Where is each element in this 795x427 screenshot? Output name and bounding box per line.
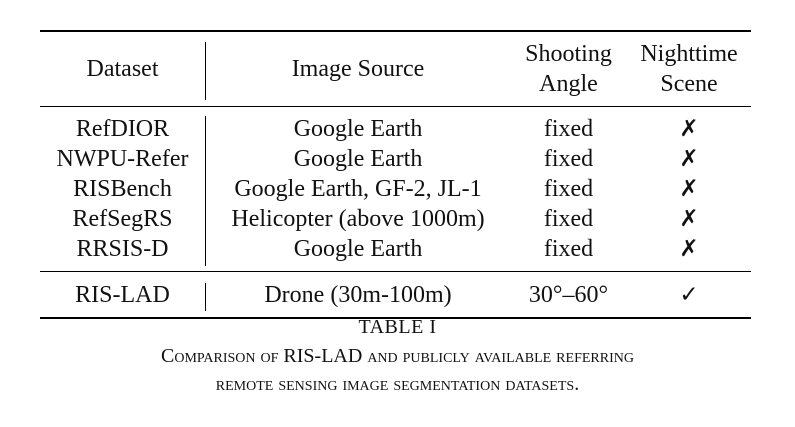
row-4-shooting-angle: fixed [543,206,594,232]
row-1-nighttime-cross-icon: ✗ [679,116,699,142]
header-shooting-angle-line1: Shooting [525,41,612,67]
mid-rule [40,271,751,272]
row-1-shooting-angle: fixed [543,116,594,142]
header-dataset: Dataset [86,56,159,82]
row-5-dataset: RRSIS-D [76,236,169,262]
ours-image-source: Drone (30m-100m) [264,282,452,308]
row-4-dataset: RefSegRS [72,206,173,232]
row-1-image-source: Google Earth [293,116,423,142]
row-3-image-source: Google Earth, GF-2, JL-1 [234,176,482,202]
row-4-nighttime-cross-icon: ✗ [679,206,699,232]
row-3-nighttime-cross-icon: ✗ [679,176,699,202]
table-top-rule [40,30,751,32]
ours-dataset: RIS-LAD [75,282,170,308]
caption-line-1: Comparison of RIS-LAD and publicly available referring [161,345,634,367]
row-1-dataset: RefDIOR [75,116,170,142]
row-2-nighttime-cross-icon: ✗ [679,146,699,172]
ours-nighttime-check-icon: ✓ [679,282,699,308]
row-4-image-source: Helicopter (above 1000m) [231,206,485,232]
row-5-shooting-angle: fixed [543,236,594,262]
row-2-dataset: NWPU-Refer [56,146,189,172]
row-2-image-source: Google Earth [293,146,423,172]
row-5-nighttime-cross-icon: ✗ [679,236,699,262]
ours-shooting-angle: 30°–60° [528,282,609,308]
row-5-image-source: Google Earth [293,236,423,262]
caption-line-2: remote sensing image segmentation datasets. [215,373,580,395]
row-3-shooting-angle: fixed [543,176,594,202]
table-number: TABLE I [358,316,437,338]
header-nighttime-line1: Nighttime [640,41,738,67]
header-shooting-angle-line2: Angle [539,71,598,97]
header-bottom-rule [40,106,751,107]
row-2-shooting-angle: fixed [543,146,594,172]
header-nighttime-line2: Scene [660,71,718,97]
row-3-dataset: RISBench [73,176,172,202]
header-image-source: Image Source [291,56,425,82]
